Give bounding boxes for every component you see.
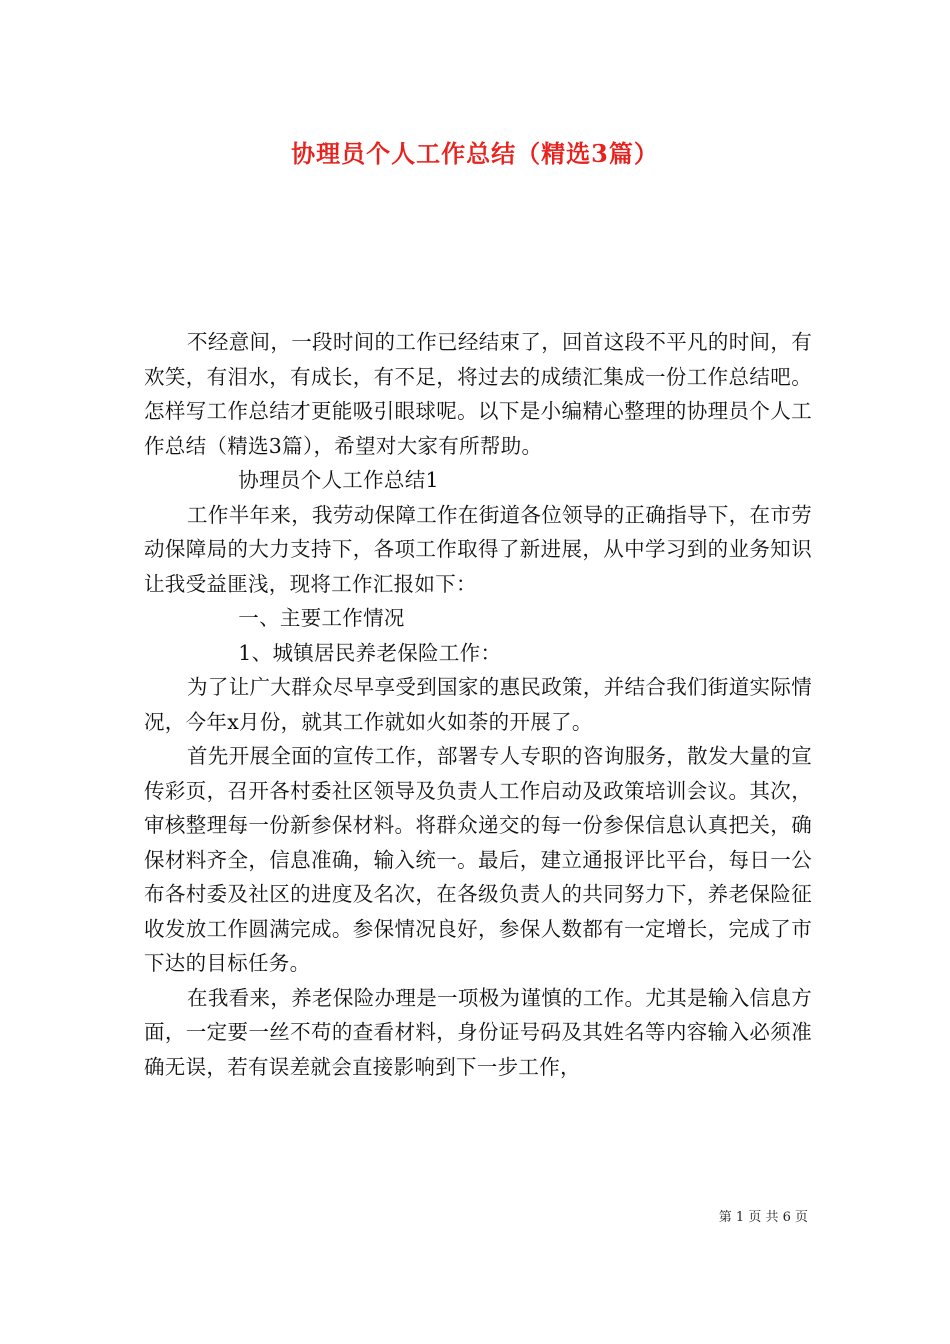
body-paragraph: 在我看来，养老保险办理是一项极为谨慎的工作。尤其是输入信息方面，一定要一丝不苟的查看材料，身份证号码及其姓名等内容输入必须准确无误，若有误差就会直接影响到下一步工作， xyxy=(144,985,812,1079)
document-title: 协理员个人工作总结（精选3篇） xyxy=(291,139,659,168)
document-body xyxy=(144,325,812,1084)
intro-paragraph: 不经意间，一段时间的工作已经结束了，回首这段不平凡的时间，有欢笑，有泪水，有成长，有不足，将过去的成绩汇集成一份工作总结吧。怎样写工作总结才更能吸引眼球呢。以下是小编精心整理的协理员个人工作总结（精选3篇），希望对大家有所帮助。 xyxy=(144,330,812,458)
section-heading-1: 协理员个人工作总结1 xyxy=(238,468,439,492)
subsection-heading: 一、主要工作情况 xyxy=(238,606,405,630)
body-paragraph: 为了让广大群众尽早享受到国家的惠民政策，并结合我们街道实际情况，今年x月份，就其工作就如火如荼的开展了。 xyxy=(144,675,812,734)
body-paragraph: 首先开展全面的宣传工作，部署专人专职的咨询服务，散发大量的宣传彩页，召开各村委社区领导及负责人工作启动及政策培训会议。其次，审核整理每一份新参保材料。将群众递交的每一份参保信息认真把关，确保材料齐全，信息准确，输入统一。最后，建立通报评比平台，每日一公布各村委及社区的进度及名次，在各级负责人的共同努力下，养老保险征收发放工作圆满完成。参保情况良好，参保人数都有一定增长，完成了市下达的目标任务。 xyxy=(144,744,812,975)
item-heading: 1、城镇居民养老保险工作： xyxy=(238,640,502,665)
body-paragraph: 工作半年来，我劳动保障工作在街道各位领导的正确指导下，在市劳动保障局的大力支持下，各项工作取得了新进展，从中学习到的业务知识让我受益匪浅，现将工作汇报如下： xyxy=(144,502,812,596)
page-number: 第 1 页 共 6 页 xyxy=(718,1210,808,1225)
